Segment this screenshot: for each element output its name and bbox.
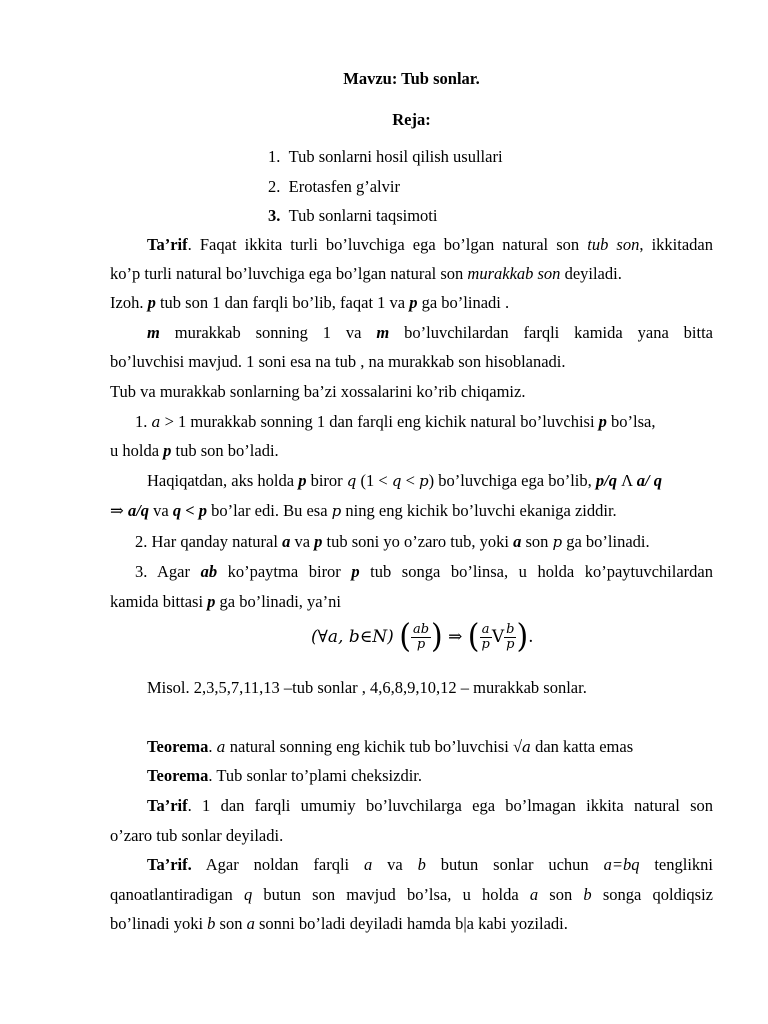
- plan-item: 3. Tub sonlarni taqsimoti: [268, 206, 438, 225]
- composite-line-2: bo’luvchisi mavjud. 1 soni esa na tub , na murakkab son hisoblanadi.: [110, 352, 566, 371]
- proof-line-2: ⇒ a/q va q < p bo’lar edi. Bu esa p ning eng kichik bo’luvchi ekaniga ziddir.: [110, 501, 617, 520]
- property-2: 2. Har qanday natural a va p tub soni yo o’zaro tub, yoki a son p ga bo’linadi.: [135, 532, 650, 551]
- proof-line-1: Haqiqatdan, aks holda p biror q (1 < q < p) bo’luvchiga ega bo’lib, p/q Λ a/ q: [147, 471, 662, 490]
- definition-1-line-2: ko’p turli natural bo’luvchiga ega bo’lgan natural son murakkab son deyiladi.: [110, 264, 622, 283]
- plan-item: 2. Erotasfen g’alvir: [268, 177, 400, 196]
- theorem-1: Teorema. a natural sonning eng kichik tub bo’luvchisi √a dan katta emas: [147, 737, 634, 756]
- property-1-line-1: 1. a > 1 murakkab sonning 1 dan farqli eng kichik natural bo’luvchisi p bo’lsa,: [135, 412, 656, 431]
- theorem-2: Teorema. Tub sonlar to’plami cheksizdir.: [147, 766, 422, 785]
- definition-3-line-2: qanoatlantiradigan q butun son mavjud bo’lsa, u holda a son b songa qoldiqsiz: [110, 885, 713, 904]
- property-1-line-2: u holda p tub son bo’ladi.: [110, 441, 279, 460]
- plan-heading: Reja:: [392, 110, 431, 129]
- composite-line-1: m murakkab sonning 1 va m bo’luvchilardan farqli kamida yana bitta: [147, 323, 713, 342]
- definition-3-line-3: bo’linadi yoki b son a sonni bo’ladi deyiladi hamda b|a kabi yoziladi.: [110, 914, 568, 933]
- plan-item: 1. Tub sonlarni hosil qilish usullari: [268, 147, 503, 166]
- example: Misol. 2,3,5,7,11,13 –tub sonlar , 4,6,8,9,10,12 – murakkab sonlar.: [147, 678, 587, 697]
- note: Izoh. p tub son 1 dan farqli bo’lib, faqat 1 va p ga bo’linadi .: [110, 293, 510, 312]
- definition-1-line-1: Ta’rif. Faqat ikkita turli bo’luvchiga ega bo’lgan natural son tub son, ikkitadan: [147, 235, 713, 254]
- property-3-line-2: kamida bittasi p ga bo’linadi, ya’ni: [110, 592, 341, 611]
- page-title: Mavzu: Tub sonlar.: [343, 69, 480, 88]
- divisibility-formula: (∀a, b∈N) ( $\frac{ab}{p}$ ) ⇒ ( $\frac{a}{p}$ V $\frac{b}{p}$ ).: [311, 617, 534, 656]
- properties-intro: Tub va murakkab sonlarning ba’zi xossalarini ko’rib chiqamiz.: [110, 382, 526, 401]
- definition-2-line-2: o’zaro tub sonlar deyiladi.: [110, 826, 284, 845]
- definition-3-line-1: Ta’rif. Agar noldan farqli a va b butun sonlar uchun a=bq tenglikni: [147, 855, 713, 874]
- definition-2-line-1: Ta’rif. 1 dan farqli umumiy bo’luvchilarga ega bo’lmagan ikkita natural son: [147, 796, 713, 815]
- property-3-line-1: 3. Agar ab ko’paytma biror p tub songa bo’linsa, u holda ko’paytuvchilardan: [135, 562, 713, 581]
